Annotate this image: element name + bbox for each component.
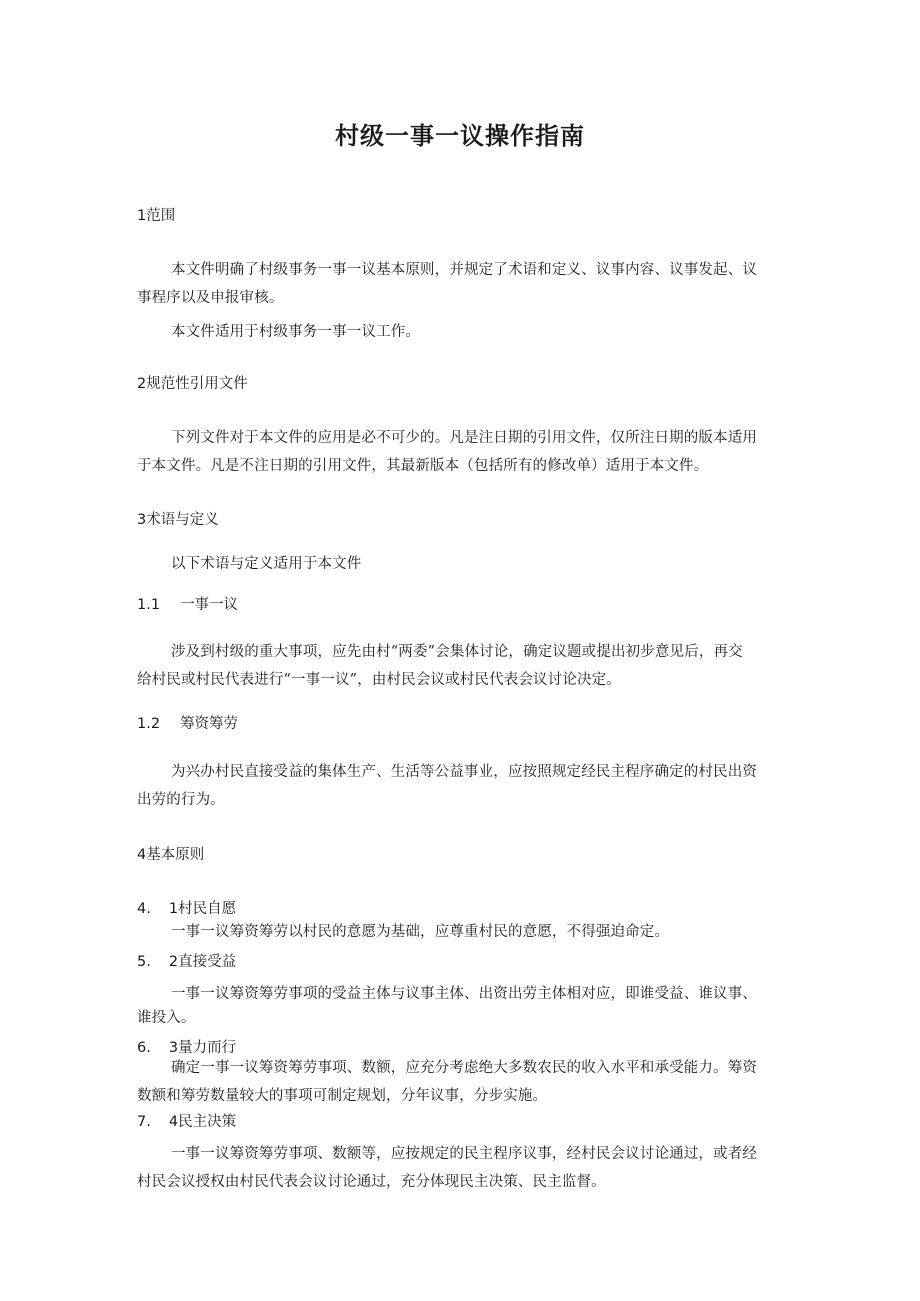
principle-1-heading [137,897,236,918]
text-line: 以下术语与定义适用于本文件 [171,556,362,572]
term-2-number: 1.2 [137,716,161,732]
term-1-heading [137,593,238,614]
term-1-name: 一事一议 [180,597,239,613]
text-line: 数额和筹劳数量较大的事项可制定规划，分年议事，分步实施。 [137,1088,548,1104]
principle-2-heading [137,950,236,971]
page-title: 村级一事一议操作指南 [335,122,585,150]
term-2-definition [137,758,787,814]
text-line: 村民会议授权由村民代表会议讨论通过，充分体现民主决策、民主监督。 [137,1174,606,1190]
text-line: 一事一议筹资筹劳以村民的意愿为基础，应尊重村民的意愿，不得强迫命定。 [171,924,670,940]
principle-3-text [137,1054,787,1110]
text-line: 谁投入。 [137,1010,196,1026]
principle-2-name: 2直接受益 [168,954,237,970]
section-2-paragraph-1 [137,424,787,480]
section-4-heading: 4基本原则 [137,847,205,863]
text-line: 本文件适用于村级事务一事一议工作。 [171,324,421,340]
text-line: 本文件明确了村级事务一事一议基本原则，并规定了术语和定义、议事内容、议事发起、议 [171,262,757,278]
principle-4-number: 7. [137,1114,151,1130]
term-1-definition [137,638,787,694]
text-line: 涉及到村级的重大事项，应先由村“两委”会集体讨论，确定议题或提出初步意见后，再交 [171,644,743,660]
text-line: 事程序以及申报审核。 [137,290,284,306]
section-1-paragraph-2 [137,318,787,346]
text-line: 下列文件对于本文件的应用是必不可少的。凡是注日期的引用文件，仅所注日期的版本适用 [171,430,757,446]
principle-4-heading [137,1110,236,1131]
text-line: 确定一事一议筹资筹劳事项、数额，应充分考虑绝大多数农民的收入水平和承受能力。筹资 [171,1060,757,1076]
principle-2-number: 5. [137,954,151,970]
text-line: 一事一议筹资筹劳事项的受益主体与议事主体、出资出劳主体相对应，即谁受益、谁议事、 [171,986,757,1002]
text-line: 给村民或村民代表进行“一事一议”，由村民会议或村民代表会议讨论决定。 [137,672,621,688]
section-1-paragraph-1 [137,256,787,312]
principle-1-number: 4. [137,901,151,917]
principle-4-text [137,1140,787,1196]
section-3-heading: 3术语与定义 [137,512,219,528]
principle-2-text [137,980,787,1032]
text-line: 出劳的行为。 [137,792,225,808]
text-line: 于本文件。凡是不注日期的引用文件，其最新版本（包括所有的修改单）适用于本文件。 [137,458,709,474]
principle-3-name: 3量力而行 [168,1040,237,1056]
section-3-paragraph-1 [137,550,787,578]
term-2-name: 筹资筹劳 [180,716,239,732]
section-1-heading: 1范围 [137,208,176,224]
principle-3-number: 6. [137,1040,151,1056]
term-1-number: 1.1 [137,597,161,613]
text-line: 为兴办村民直接受益的集体生产、生活等公益事业，应按照规定经民主程序确定的村民出资 [171,764,757,780]
principle-4-name: 4民主决策 [168,1114,237,1130]
principle-1-name: 1村民自愿 [168,901,237,917]
section-2-heading: 2规范性引用文件 [137,376,248,392]
principle-1-text [137,918,787,946]
text-line: 一事一议筹资筹劳事项、数额等，应按规定的民主程序议事，经村民会议讨论通过，或者经 [171,1146,757,1162]
term-2-heading [137,712,238,733]
